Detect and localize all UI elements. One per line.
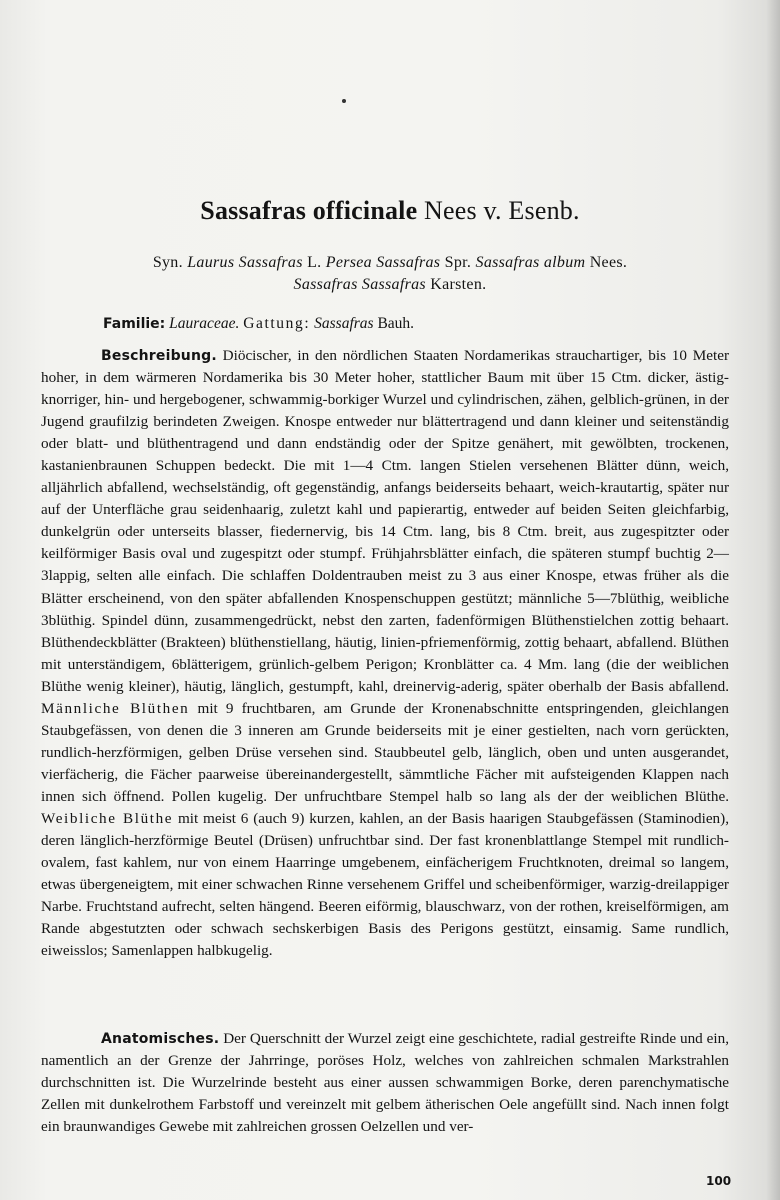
species-author: Nees v. Esenb. <box>424 196 580 225</box>
synonyms-line-1 <box>0 254 780 272</box>
page-edge-shadow <box>766 0 780 1200</box>
family-name: Lauraceae. <box>169 315 240 332</box>
synonym-author: Karsten. <box>430 276 487 293</box>
species-title <box>0 196 780 226</box>
description-text: Diöcischer, in den nördlichen Staaten Nordamerikas strauchartiger, bis 10 Meter hoher, in dem wärmeren Nordamerika bis 30 Meter hoher, stattlicher Baum mit über 15 Ctm. dicker, ästig-knorriger, hin- und hergebogener, schwammig-borkiger Wurzel und cylindrischen, zähen, gelblich-grünen, in der Jugend graufilzig berindeten Zweigen. Knospe entweder nur blättertragend und dann kleiner und seitenständig oder blatt- und blüthentragend und dann endständig oder der Spitze genähert, mit gewölbten, trockenen, kastanienbraunen Schuppen bedeckt. Die mit 1—4 Ctm. langen Stielen versehenen Blätter dünn, weich, alljährlich abfallend, wechselständig, oft gegenständig, anfangs beiderseits behaart, weich-krautartig, später nur auf der Unterfläche grau seidenhaarig, zuletzt kahl und papierartig, entweder auf beiden Seiten gleichfarbig, dunkelgrün oder unterseits blasser, fiedernervig, bis 14 Ctm. lang, bis 8 Ctm. breit, aus zugespitzter oder keilförmiger Basis oval und zugespitzt oder stumpf. Frühjahrsblätter einfach, die späteren stumpf buchtig 2—3lappig, selten alle einfach. Die schlaffen Doldentrauben meist zu 3 aus einer Knospe, etwas früher als die Blätter erscheinend, von den später abfallenden Knospenschuppen gestützt; männliche 5—7blüthig, weibliche 3blüthig. Spindel dünn, zusammengedrückt, nebst den zarten, fadenförmigen Blüthenstielchen zottig behaart. Blüthendeckblätter (Brakteen) blüthenstiellang, häutig, linien-pfriemenförmig, zottig behaart, abfallend. Blüthen mit unterständigem, 6blätterigem, grünlich-gelbem Perigon; Kronblätter ca. 4 Mm. lang (die der weiblichen Blüthe wenig kleiner), häutig, länglich, gestumpft, kahl, dreinervig-aderig, später oberhalb der Basis abfallend. <box>41 347 730 695</box>
anatomy-text: Der Querschnitt der Wurzel zeigt eine geschichtete, radial gestreifte Rinde und ein, namentlich an der Grenze der Jahrringe, poröses Holz, welches von zahlreichen schmalen Markstrahlen durchschnitten ist. Die Wurzelrinde besteht aus einer aussen schwammigen Borke, deren parenchymatische Zellen mit dunkelrothem Farbstoff und vereinzelt mit gelbem ätherischen Oele angefüllt sind. Nach innen folgt ein braunwandiges Gewebe mit zahlreichen grossen Oelzellen und ver- <box>41 1030 730 1136</box>
print-speck <box>342 99 346 103</box>
synonym-author: Nees. <box>589 254 628 271</box>
description-heading: Beschreibung. <box>101 348 217 364</box>
genus-author: Bauh. <box>377 315 415 332</box>
synonym-name: Sassafras Sassafras <box>293 276 426 293</box>
species-name: Sassafras officinale <box>200 196 418 225</box>
synonym-author: L. <box>307 254 322 271</box>
male-flowers-text: mit 9 fruchtbaren, am Grunde der Kronenabschnitte entspringenden, gleichlangen Staubgefässen, von denen die 3 inneren am Grunde beiderseits mit je einer gestielten, nach vorn gerückten, rundlich-herzförmigen, gelben Drüse versehen sind. Staubbeutel gelb, länglich, oben und unten ausgerandet, vierfächerig, die Fächer paarweise übereinandergestellt, sämmtliche Fächer mit aufsteigenden Klappen nach innen sich öffnend. Pollen kugelig. Der unfruchtbare Stempel halb so lang als der der weiblichen Blüthe. <box>41 699 729 805</box>
synonyms-prefix: Syn. <box>152 254 183 271</box>
synonym-name: Sassafras album <box>475 254 586 271</box>
gattung-label: Gattung: <box>243 315 311 332</box>
synonym-author: Spr. <box>444 254 472 271</box>
anatomy-heading: Anatomisches. <box>101 1031 220 1047</box>
synonym-name: Persea Sassafras <box>325 254 441 271</box>
male-flowers-label: Männliche Blüthen <box>41 699 190 717</box>
synonyms-line-2 <box>0 276 780 294</box>
genus-name: Sassafras <box>314 315 374 332</box>
description-section <box>41 345 729 962</box>
family-line <box>103 315 414 333</box>
anatomy-section <box>41 1028 729 1138</box>
family-label: Familie: <box>103 316 166 332</box>
page-number: 100 <box>706 1174 732 1188</box>
synonym-name: Laurus Sassafras <box>187 254 303 271</box>
female-flower-label: Weibliche Blüthe <box>41 809 174 827</box>
female-flower-text: mit meist 6 (auch 9) kurzen, kahlen, an der Basis haarigen Staubgefässen (Staminodien), deren länglich-herzförmige Beutel (Drüsen) unfruchtbar sind. Der fast kronenblattlange Stempel mit rundlich-ovalem, fast kahlem, nur von einem Haarringe umgebenem, einfächerigem Fruchtknoten, dreimal so langem, etwas übergeneigtem, mit einer schwachen Rinne versehenem Griffel und scheibenförmiger, warzig-dreilappiger Narbe. Fruchtstand aufrecht, selten hängend. Beeren eiförmig, blauschwarz, von der rothen, kreiselförmigen, am Rande abgestutzten oder schwach sechskerbigen Basis des Perigons gestützt, einsamig. Same rundlich, eiweisslos; Samenlappen halbkugelig. <box>41 809 730 960</box>
